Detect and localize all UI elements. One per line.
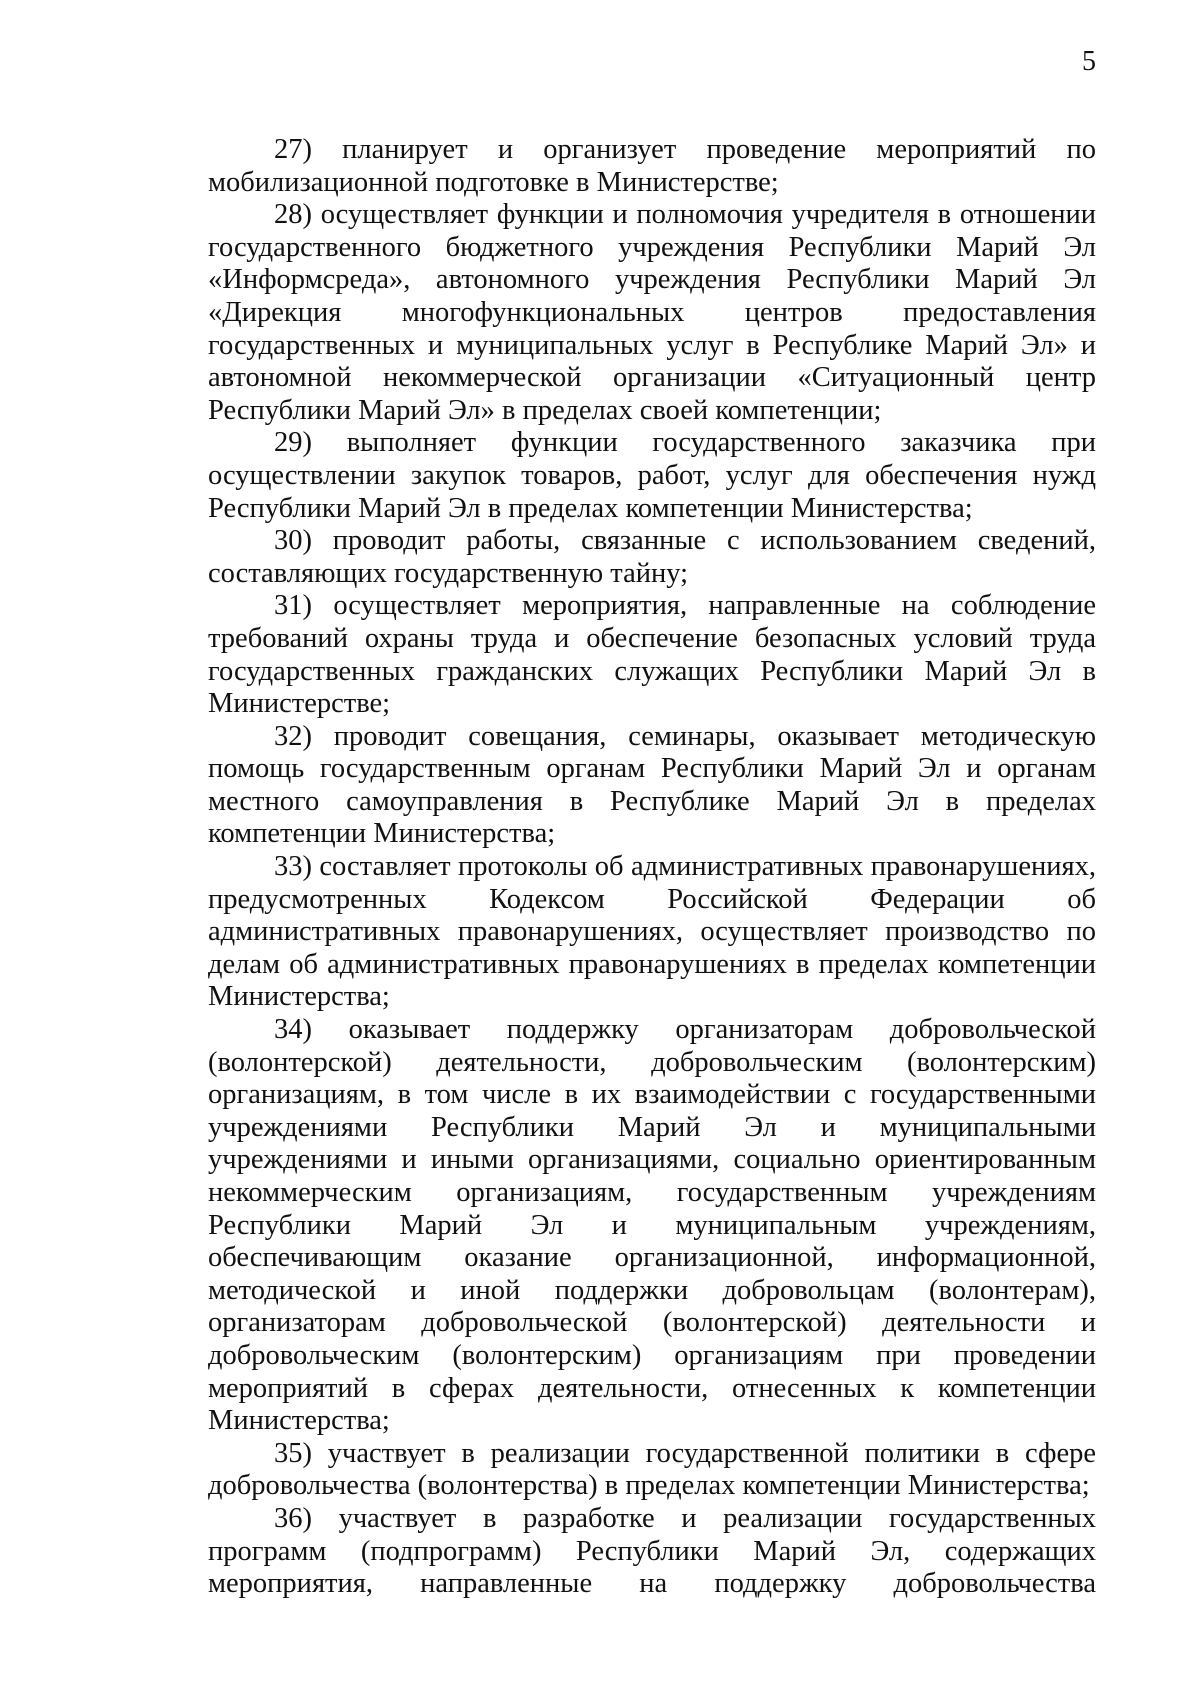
- paragraph-28: 28) осуществляет функции и полномочия учредителя в отношении государственного бюджетного учреждения Республики Марий Эл «Информсреда», автономного учреждения Республики Марий Эл «Дирекция многофункциональных центров предоставления государственных и муниципальных услуг в Республике Марий Эл» и автономной некоммерческой организации «Ситуационный центр Республики Марий Эл» в пределах своей компетенции;: [208, 199, 1096, 426]
- paragraph-29: 29) выполняет функции государственного заказчика при осуществлении закупок товаров, работ, услуг для обеспечения нужд Республики Марий Эл в пределах компетенции Министерства;: [208, 427, 1096, 524]
- paragraph-30: 30) проводит работы, связанные с использованием сведений, составляющих государственную тайну;: [208, 525, 1096, 589]
- paragraph-34: 34) оказывает поддержку организаторам добровольческой (волонтерской) деятельности, добровольческим (волонтерским) организациям, в том числе в их взаимодействии с государственными учреждениями Республики Марий Эл и муниципальными учреждениями и иными организациями, социально ориентированным некоммерческим организациям, государственным учреждениям Республики Марий Эл и муниципальным учреждениям, обеспечивающим оказание организационной, информационной, методической и иной поддержки добровольцам (волонтерам), организаторам добровольческой (волонтерской) деятельности и добровольческим (волонтерским) организациям при проведении мероприятий в сферах деятельности, отнесенных к компетенции Министерства;: [208, 1014, 1096, 1437]
- document-body: [208, 134, 1096, 1601]
- page-number: 5: [1082, 46, 1096, 77]
- paragraph-36: 36) участвует в разработке и реализации государственных программ (подпрограмм) Республики Марий Эл, содержащих мероприятия, направленные на поддержку добровольчества: [208, 1502, 1096, 1600]
- paragraph-27: 27) планирует и организует проведение мероприятий по мобилизационной подготовке в Министерстве;: [208, 134, 1096, 198]
- paragraph-32: 32) проводит совещания, семинары, оказывает методическую помощь государственным органам Республики Марий Эл и органам местного самоуправления в Республике Марий Эл в пределах компетенции Министерства;: [208, 720, 1096, 850]
- paragraph-31: 31) осуществляет мероприятия, направленные на соблюдение требований охраны труда и обеспечение безопасных условий труда государственных гражданских служащих Республики Марий Эл в Министерстве;: [208, 590, 1096, 720]
- paragraph-33: 33) составляет протоколы об административных правонарушениях, предусмотренных Кодексом Российской Федерации об административных правонарушениях, осуществляет производство по делам об административных правонарушениях в пределах компетенции Министерства;: [208, 851, 1096, 1013]
- paragraph-35: 35) участвует в реализации государственной политики в сфере добровольчества (волонтерства) в пределах компетенции Министерства;: [208, 1437, 1096, 1502]
